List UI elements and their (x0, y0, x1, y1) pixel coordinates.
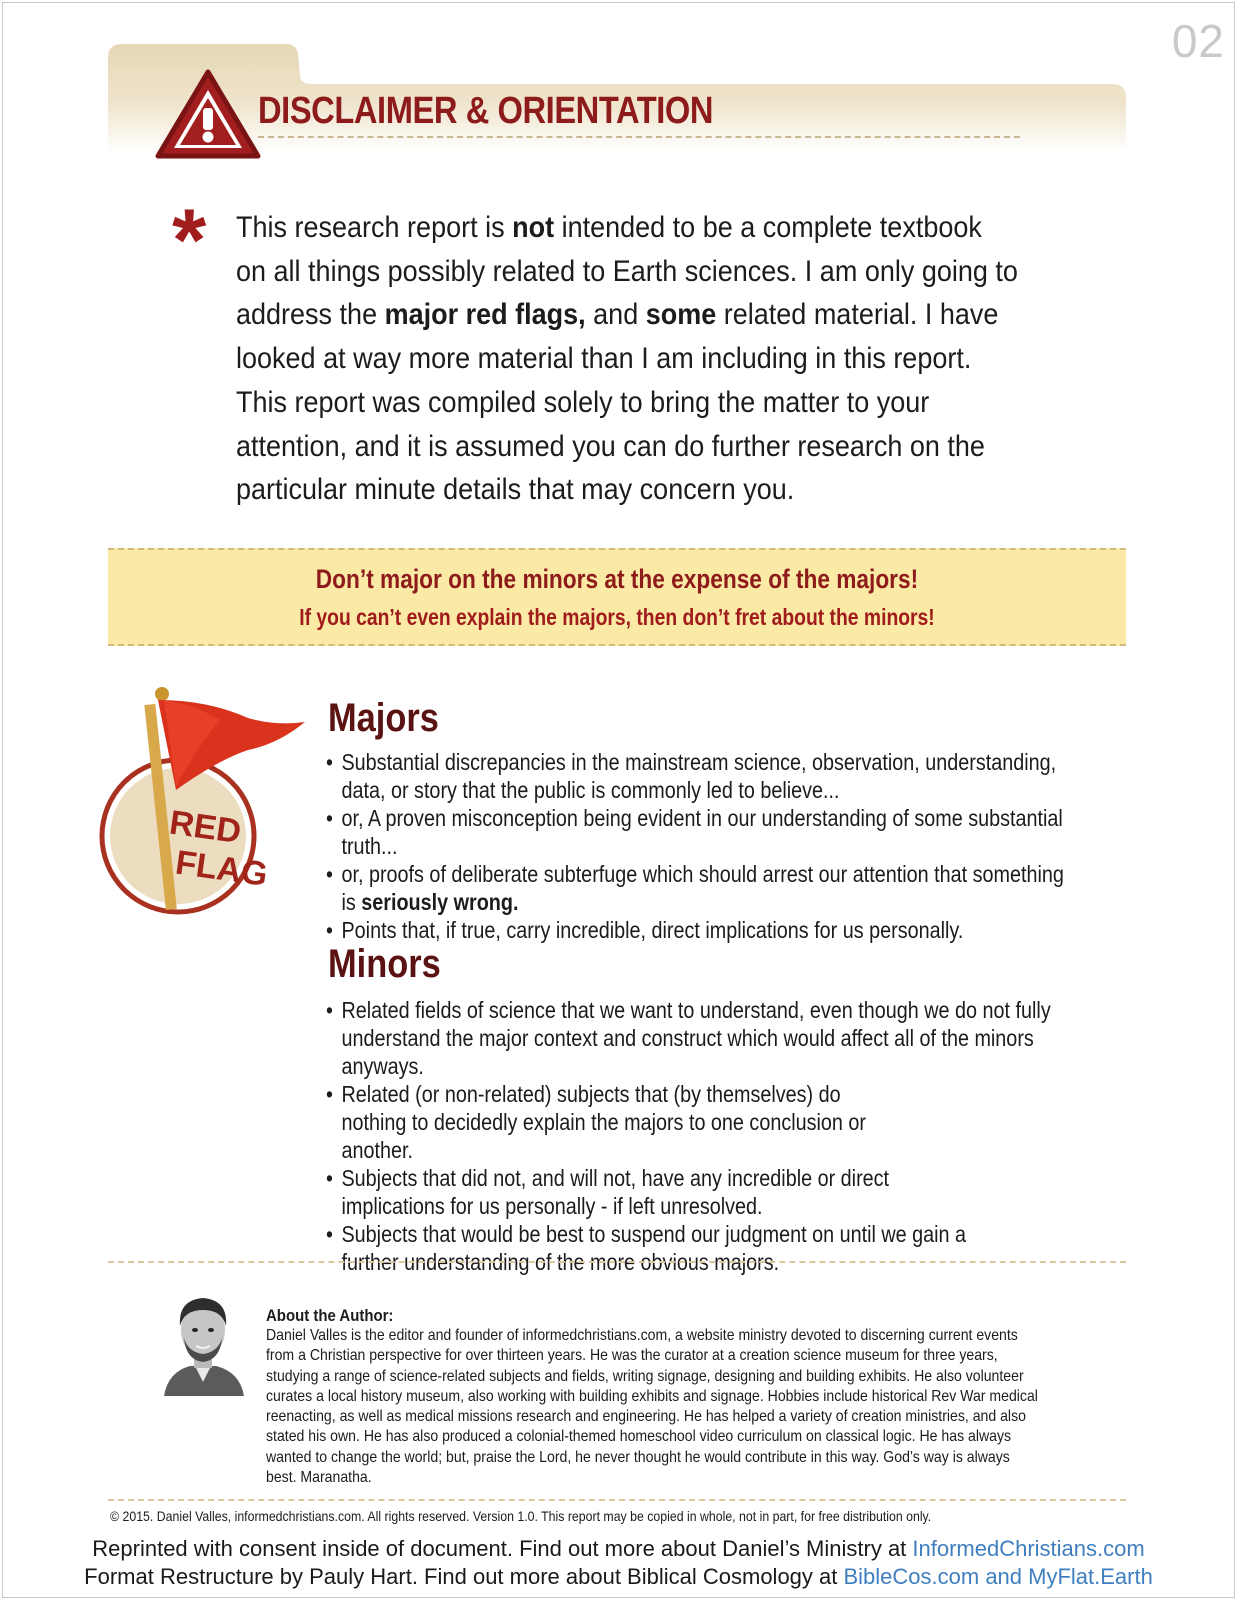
list-item: • Points that, if true, carry incredible, direct implications for us personally. (326, 916, 1083, 944)
callout-banner (108, 548, 1126, 646)
list-item: • Related fields of science that we want to understand, even though we do not fully understand the major context and construct which would affect all of the minors anyways. (326, 996, 1083, 1080)
majors-heading: Majors (328, 696, 439, 740)
red-flag-icon (98, 686, 313, 916)
author-avatar (160, 1286, 246, 1396)
page-number: 02 (1171, 15, 1225, 67)
page-title: DISCLAIMER & ORIENTATION (258, 90, 714, 132)
list-item: • or, proofs of deliberate subterfuge which should arrest our attention that something is seriously wrong. (326, 860, 1083, 916)
asterisk-icon: * (172, 190, 207, 289)
list-item: • or, A proven misconception being evident in our understanding of some substantial truth... (326, 804, 1083, 860)
intro-paragraph: This research report is not intended to be a complete textbook on all things possibly related to Earth sciences. I am only going to address the major red flags, and some related material. I have looked at way more material than I am including in this report. This report was compiled solely to bring the matter to your attention, and it is assumed you can do further research on the particular minute details that may concern you. (236, 211, 1018, 507)
section-divider (108, 1261, 1126, 1263)
list-item: • Subjects that did not, and will not, have any incredible or direct implications for us personally - if left unresolved. (326, 1164, 1083, 1220)
informedchristians-link[interactable]: InformedChristians.com (912, 1536, 1145, 1561)
list-item: • Substantial discrepancies in the mainstream science, observation, understanding, data, or story that the public is commonly led to believe... (326, 748, 1083, 804)
about-author-heading: About the Author: (266, 1306, 394, 1325)
footer-line-1: Reprinted with consent inside of document. Find out more about Daniel’s Ministry at InformedChristians.com (92, 1536, 1145, 1561)
badge-text-red: RED (167, 803, 244, 852)
copyright-notice: © 2015. Daniel Valles, informedchristians.com. All rights reserved. Version 1.0. This report may be copied in whole, not in part, for free distribution only. (110, 1508, 932, 1524)
footer-divider (108, 1499, 1126, 1501)
biblecos-link[interactable]: BibleCos.com and MyFlat.Earth (843, 1564, 1153, 1589)
badge-text-flag: FLAG (173, 843, 271, 895)
majors-list (326, 748, 1083, 944)
about-author-bio: Daniel Valles is the editor and founder of informedchristians.com, a website ministry devoted to discerning current events from a Christian perspective for over thirteen years. He was the curator at a creation science museum for three years, studying a range of science-related subjects and fields, writing signage, designing and building exhibits. He also volunteer curates a local history museum, also working with building exhibits and signage. Hobbies include historical Rev War medical reenacting, as well as medical missions research and engineering. He has helped a variety of creation ministries, and also stated his own. He has also produced a colonial-themed homeschool video curriculum on classical logic. He has always wanted to change the world; but, praise the Lord, he never thought he would contribute in this way. God’s way is always best. Maranatha. (266, 1327, 1038, 1487)
minors-heading: Minors (328, 942, 441, 986)
list-item: • Related (or non-related) subjects that (by themselves) do nothing to decidedly explain the majors to one conclusion or another. (326, 1080, 1083, 1164)
list-item: • Subjects that would be best to suspend our judgment on until we gain a further understanding of the more obvious majors. (326, 1220, 1083, 1276)
callout-line-1: Don’t major on the minors at the expense of the majors! (315, 564, 919, 594)
warning-icon (154, 68, 262, 162)
minors-list (326, 996, 1083, 1276)
header-underline (258, 136, 1020, 138)
footer-line-2: Format Restructure by Pauly Hart. Find out more about Biblical Cosmology at BibleCos.com and MyFlat.Earth (84, 1564, 1153, 1589)
callout-line-2: If you can’t even explain the majors, then don’t fret about the minors! (299, 604, 935, 630)
